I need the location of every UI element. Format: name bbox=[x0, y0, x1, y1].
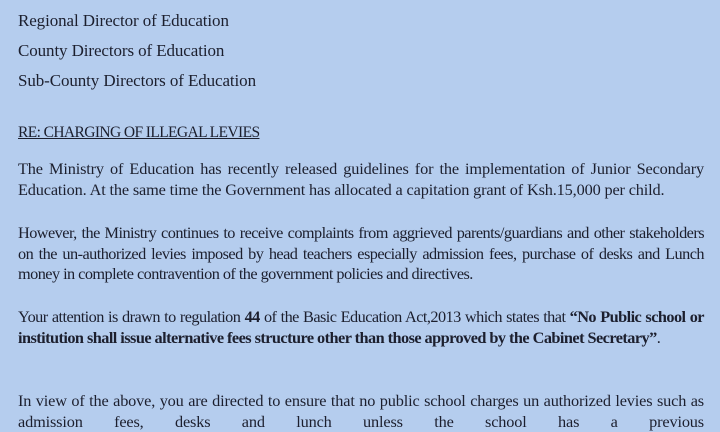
regulation-text-mid: of the Basic Education Act,2013 which states that bbox=[259, 307, 570, 326]
paragraph-directive: In view of the above, you are directed to ensure that no public school charges un authorized levies such as admission fees, desks and lunch unless the school has a previous bbox=[18, 391, 704, 431]
recipient-regional: Regional Director of Education bbox=[18, 11, 229, 30]
regulation-text-start: Your attention is drawn to regulation bbox=[18, 307, 245, 326]
regulation-quote: “No Public school or institution shall issue alternative fees structure other than those approved by the Cabinet Secretary” bbox=[18, 307, 704, 347]
regulation-number: 44 bbox=[244, 307, 260, 326]
paragraph-guidelines: The Ministry of Education has recently released guidelines for the implementation of Junior Secondary Education. At the same time the Government has allocated a capitation grant of Ksh.15,000 per child. bbox=[18, 159, 704, 199]
paragraph-complaints: However, the Ministry continues to receive complaints from aggrieved parents/guardians and other stakeholders on the un-authorized levies imposed by head teachers especially admission fees, purchase of desks and Lunch money in complete contravention of the government policies and directives. bbox=[18, 223, 704, 283]
recipient-county: County Directors of Education bbox=[18, 41, 225, 60]
recipient-subcounty: Sub-County Directors of Education bbox=[18, 71, 256, 90]
regulation-text-end: . bbox=[656, 327, 661, 347]
paragraph-regulation bbox=[18, 307, 704, 348]
subject-heading: RE: CHARGING OF ILLEGAL LEVIES bbox=[18, 124, 260, 141]
